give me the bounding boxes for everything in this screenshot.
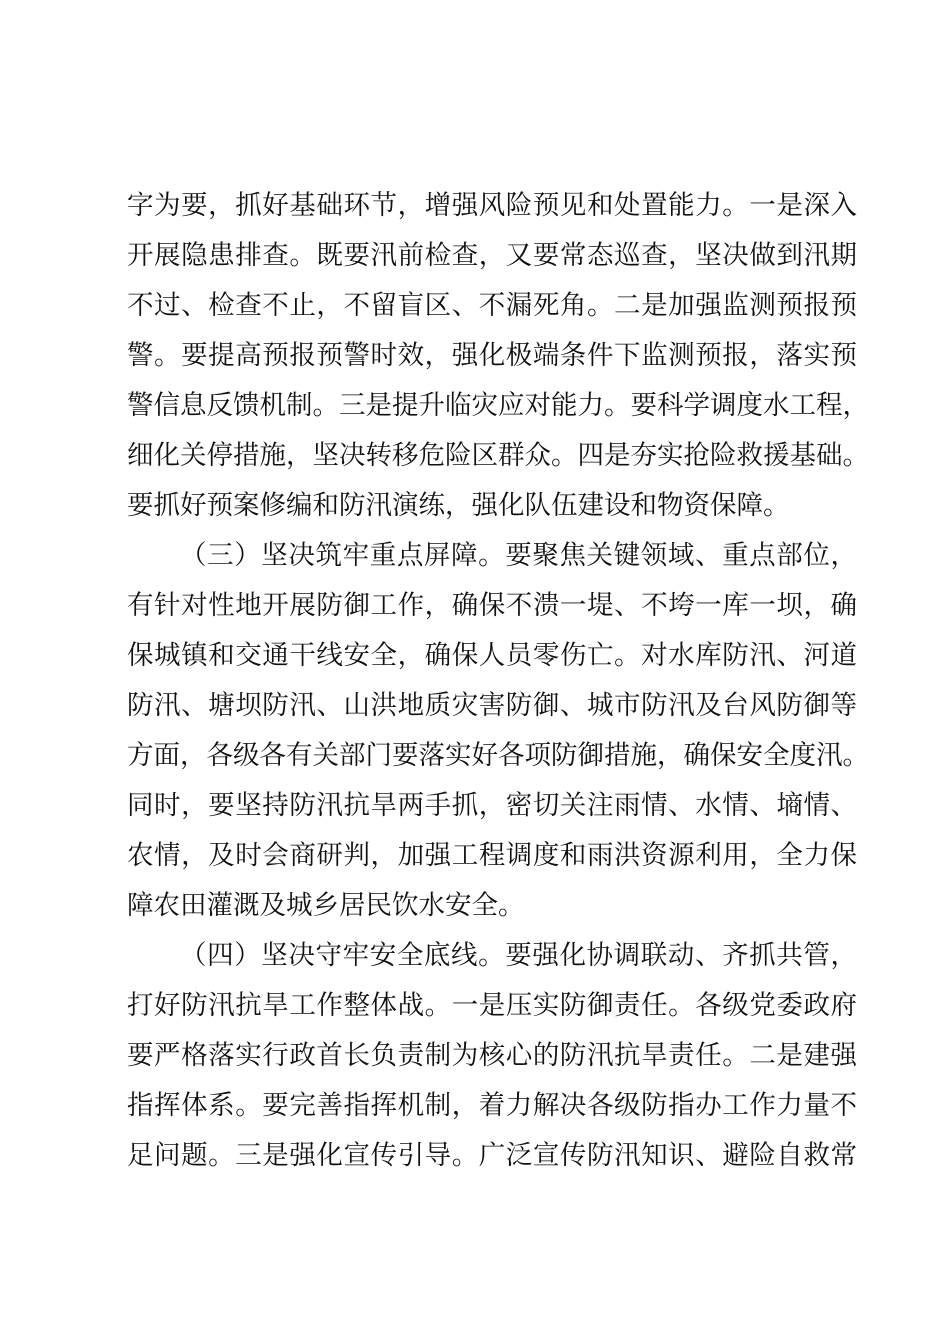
text-line: 方面，各级各有关部门要落实好各项防御措施，确保安全度汛。 — [127, 740, 869, 771]
text-line: 字为要，抓好基础环节，增强风险预见和处置能力。一是深入 — [127, 190, 857, 221]
text-line: 要严格落实行政首长负责制为核心的防汛抗旱责任。二是建强 — [127, 1040, 857, 1071]
text-line: 警信息反馈机制。三是提升临灾应对能力。要科学调度水工程， — [127, 390, 869, 421]
paragraph-heading-line: （三）坚决筑牢重点屏障。要聚焦关键领域、重点部位， — [180, 540, 857, 571]
text-line: 保城镇和交通干线安全，确保人员零伤亡。对水库防汛、河道 — [127, 640, 857, 671]
text-line: 同时，要坚持防汛抗旱两手抓，密切关注雨情、水情、墒情、 — [127, 790, 857, 821]
text-line: 打好防汛抗旱工作整体战。一是压实防御责任。各级党委政府 — [127, 990, 857, 1021]
text-line: 不过、检查不止，不留盲区、不漏死角。二是加强监测预报预 — [127, 290, 857, 321]
body-text — [127, 181, 869, 1181]
text-line: 警。要提高预报预警时效，强化极端条件下监测预报，落实预 — [127, 340, 857, 371]
paragraph-last-line: 障农田灌溉及城乡居民饮水安全。 — [127, 890, 525, 921]
paragraph-last-line: 要抓好预案修编和防汛演练，强化队伍建设和物资保障。 — [127, 490, 790, 521]
text-line: 开展隐患排查。既要汛前检查，又要常态巡查，坚决做到汛期 — [127, 240, 857, 271]
text-line: 指挥体系。要完善指挥机制，着力解决各级防指办工作力量不 — [127, 1090, 857, 1121]
text-line: 有针对性地开展防御工作，确保不溃一堤、不垮一库一坝，确 — [127, 590, 857, 621]
text-line: 农情，及时会商研判，加强工程调度和雨洪资源利用，全力保 — [127, 840, 857, 871]
paragraph-heading-line: （四）坚决守牢安全底线。要强化协调联动、齐抓共管， — [180, 940, 857, 971]
text-line: 防汛、塘坝防汛、山洪地质灾害防御、城市防汛及台风防御等 — [127, 690, 857, 721]
text-line: 足问题。三是强化宣传引导。广泛宣传防汛知识、避险自救常 — [127, 1140, 857, 1171]
text-line: 细化关停措施，坚决转移危险区群众。四是夯实抢险救援基础。 — [127, 440, 869, 471]
